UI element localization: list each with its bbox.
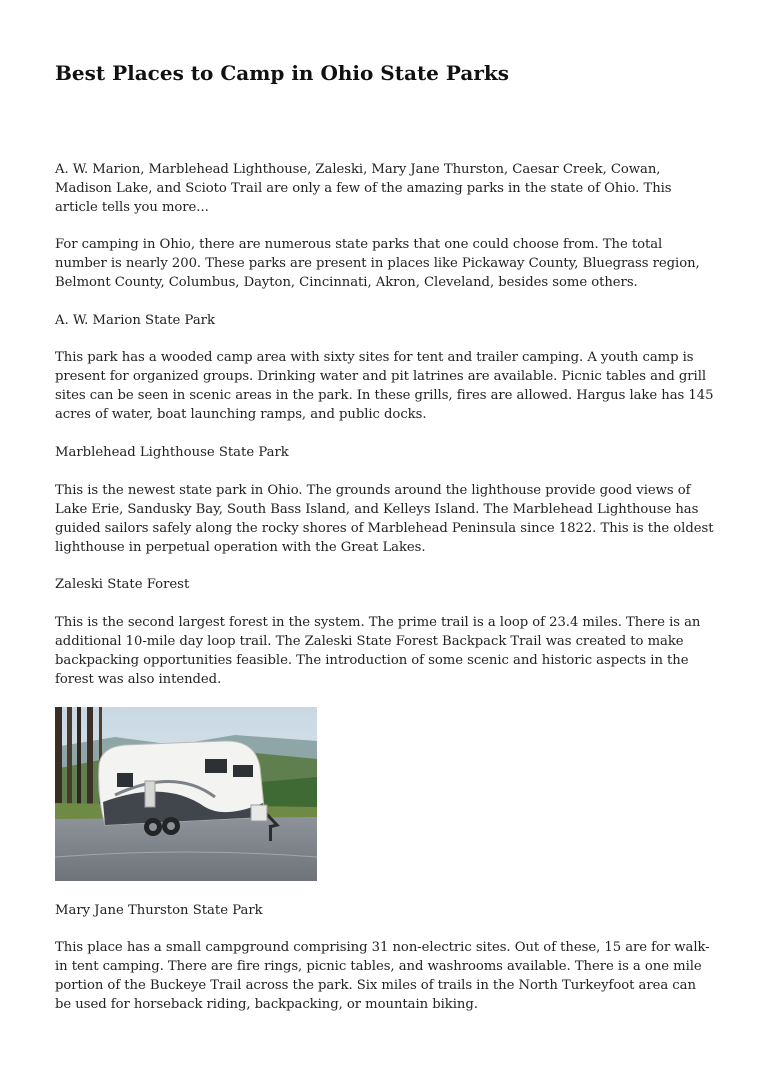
section-text-aw-marion: This park has a wooded camp area with sixty sites for tent and trailer camping. A youth camp is present for organized groups. Drinking water and pit latrines are available. Picnic tables and grill sites can be seen in scenic areas in the park. In these grills, fires are allowed. Hargus lake has 145 acres of water, boat launching ramps, and public docks. (55, 350, 714, 422)
section-heading-mary-jane-thurston: Mary Jane Thurston State Park (55, 903, 263, 918)
section-heading-aw-marion: A. W. Marion State Park (55, 313, 215, 328)
travel-trailer-photo (55, 707, 317, 881)
section-heading-zaleski: Zaleski State Forest (55, 577, 190, 592)
section-text-zaleski: This is the second largest forest in the system. The prime trail is a loop of 23.4 miles. There is an additional 10-mile day loop trail. The Zaleski State Forest Backpack Trail was created to make backpacking opportunities feasible. The introduction of some scenic and historic aspects in the forest was also intended. (55, 615, 701, 687)
overview-paragraph: For camping in Ohio, there are numerous state parks that one could choose from. The total number is nearly 200. These parks are present in places like Pickaway County, Bluegrass region, Belmont County, Columbus, Dayton, Cincinnati, Akron, Cleveland, besides some others. (55, 237, 700, 290)
page-title: Best Places to Camp in Ohio State Parks (55, 61, 509, 85)
section-text-mary-jane-thurston: This place has a small campground comprising 31 non-electric sites. Out of these, 15 are for walk-in tent camping. There are fire rings, picnic tables, and washrooms available. There is a one mile portion of the Buckeye Trail across the park. Six miles of trails in the North Turkeyfoot area can be used for horseback riding, backpacking, or mountain biking. (55, 940, 710, 1012)
section-heading-marblehead: Marblehead Lighthouse State Park (55, 445, 289, 460)
intro-paragraph: A. W. Marion, Marblehead Lighthouse, Zaleski, Mary Jane Thurston, Caesar Creek, Cowan, Madison Lake, and Scioto Trail are only a few of the amazing parks in the state of Ohio. This article tells you more... (55, 162, 672, 215)
section-text-marblehead: This is the newest state park in Ohio. The grounds around the lighthouse provide good views of Lake Erie, Sandusky Bay, South Bass Island, and Kelleys Island. The Marblehead Lighthouse has guided sailors safely along the rocky shores of Marblehead Peninsula since 1822. This is the oldest lighthouse in perpetual operation with the Great Lakes. (55, 483, 714, 555)
